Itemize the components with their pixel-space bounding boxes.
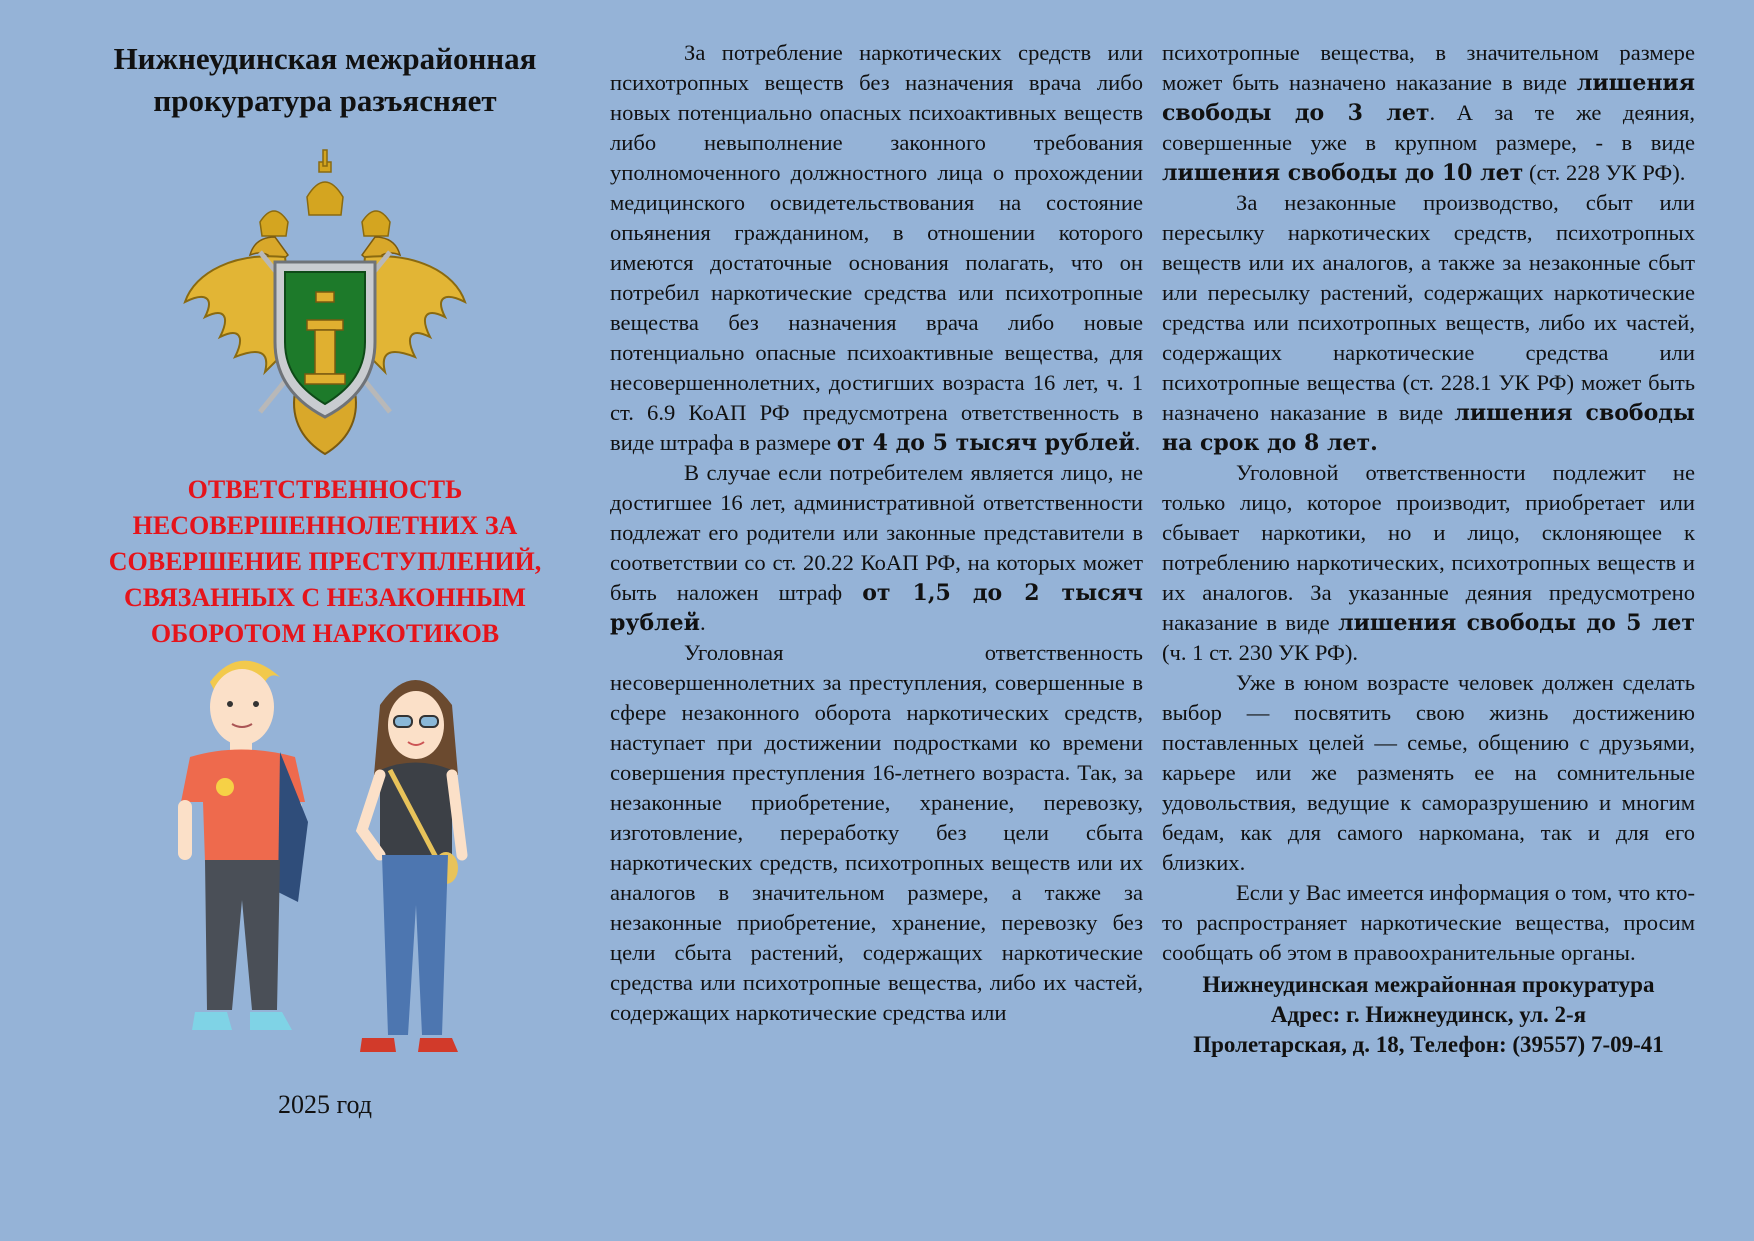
org-title-line2: прокуратура разъясняет: [153, 83, 497, 118]
org-title: [60, 38, 590, 122]
contact-block: [1162, 970, 1695, 1060]
red-title-line: СОВЕРШЕНИЕ ПРЕСТУПЛЕНИЙ,: [108, 547, 542, 576]
contact-address: Адрес: г. Нижнеудинск, ул. 2-я: [1270, 1002, 1587, 1027]
punctuation: .: [699, 610, 706, 635]
paragraph-parents-fine: [610, 458, 1143, 638]
penalty-term: лишения свободы до 10 лет: [1162, 160, 1524, 186]
responsibility-heading: [60, 472, 590, 652]
punctuation: .: [1134, 430, 1141, 455]
paragraph-text: За потребление наркотических средств или психотропных веществ без назначения врача либо новых потенциально опасных психоактивных веществ либо невыполнение законного требования уполномоченного должностного лица о прохождении медицинского освидетельствования на состояние опьянения гражданином, в отношении которого имеются достаточные основания полагать, что он потребил наркотические средства или психотропные вещества без назначения врача либо новые потенциально опасные психоактивные вещества, для несовершеннолетних, достигших возраста 16 лет, ч. 1 ст. 6.9 КоАП РФ предусмотрена ответственность в виде штрафа в размере: [610, 40, 1143, 455]
paragraph-admin-fine: [610, 38, 1143, 458]
boy-figure-icon: [170, 652, 320, 1082]
penalty-term: лишения свободы на срок до 8 лет.: [1162, 400, 1695, 456]
paragraph-text: (ст. 228 УК РФ).: [1528, 160, 1686, 185]
year-label: 2025 год: [278, 1090, 372, 1119]
penalty-term: лишения свободы до 5 лет: [1338, 610, 1695, 636]
title-column: [60, 38, 590, 1120]
middle-text-column: [610, 38, 1143, 1028]
paragraph-text: . А за те же деяния, совершенные уже в крупном размере, - в виде: [1162, 100, 1696, 155]
paragraph-text: Уголовная ответственность несовершеннолетних за преступления, совершенные в сфере незаконного оборота наркотических средств, наступает при достижении подростками ко времени совершения преступления 16-летнего возраста. Так, за незаконные приобретение, хранение, перевозку, изготовление, переработку без цели сбыта наркотических средств, психотропных веществ или их аналогов в значительном размере, а также за незаконные приобретение, хранение, перевозку без цели сбыта растений, содержащих наркотические средства или психотропные вещества, либо их частей, содержащих наркотические средства или: [610, 640, 1143, 1025]
fine-amount: от 1,5 до 2 тысяч рублей: [610, 580, 1143, 636]
paragraph-text: В случае если потребителем является лицо, не достигшее 16 лет, административной ответственности подлежат его родители или законные представители в соответствии со ст. 20.22 КоАП РФ, на которых может быть наложен штраф: [610, 460, 1143, 605]
paragraph-life-choice: Уже в юном возрасте человек должен сделать выбор — посвятить свою жизнь достижению поставленных целей — семье, общению с друзьями, карьере или же разменять ее на сомнительные удовольствия, ведущие к саморазрушению и многим бедам, как для самого наркомана, так и для его близких.: [1162, 670, 1695, 875]
paragraph-text: Уголовной ответственности подлежит не только лицо, которое производит, приобретает или сбывает наркотики, но и лицо, склоняющее к потреблению наркотических, психотропных веществ и их аналогов. За указанные деяния предусмотрено наказание в виде: [1162, 460, 1695, 635]
penalty-term: лишения свободы до 3 лет: [1162, 70, 1695, 126]
paragraph-inducement: [1162, 458, 1695, 668]
red-title-line: ОТВЕТСТВЕННОСТЬ: [187, 475, 463, 504]
fine-amount: от 4 до 5 тысяч рублей: [836, 430, 1135, 456]
org-title-line1: Нижнеудинская межрайонная: [113, 41, 537, 76]
red-title-line: НЕСОВЕРШЕННОЛЕТНИХ ЗА: [132, 511, 518, 540]
paragraph-text: (ч. 1 ст. 230 УК РФ).: [1162, 640, 1359, 665]
paragraph-continuation: [1162, 38, 1695, 188]
right-text-column: [1162, 38, 1695, 1060]
contact-phone: Пролетарская, д. 18, Телефон: (39557) 7-09-41: [1193, 1032, 1664, 1057]
paragraph-report-info: Если у Вас имеется информация о том, что кто-то распространяет наркотические вещества, просим сообщать об этом в правоохранительные органы.: [1162, 880, 1695, 965]
red-title-line: ОБОРОТОМ НАРКОТИКОВ: [150, 619, 500, 648]
paragraph-criminal-liability: [610, 638, 1143, 1028]
contact-org: Нижнеудинская межрайонная прокуратура: [1202, 972, 1655, 997]
girl-figure-icon: [350, 670, 480, 1082]
paragraph-text: За незаконные производство, сбыт или пересылку наркотических средств, психотропных веществ или их аналогов, а также за незаконные сбыт или пересылку растений, содержащих наркотические средства или психотропных веществ, либо их частей, содержащих наркотические средства или психотропные вещества (ст. 228.1 УК РФ) может быть назначено наказание в виде: [1162, 190, 1695, 425]
teen-illustration: [60, 652, 590, 1082]
red-title-line: СВЯЗАННЫХ С НЕЗАКОННЫМ: [124, 583, 526, 612]
paragraph-text: психотропные вещества, в значительном размере может быть назначено наказание в виде: [1162, 40, 1695, 95]
paragraph-production-sale: [1162, 188, 1695, 458]
prosecutor-emblem-icon: [175, 142, 475, 462]
